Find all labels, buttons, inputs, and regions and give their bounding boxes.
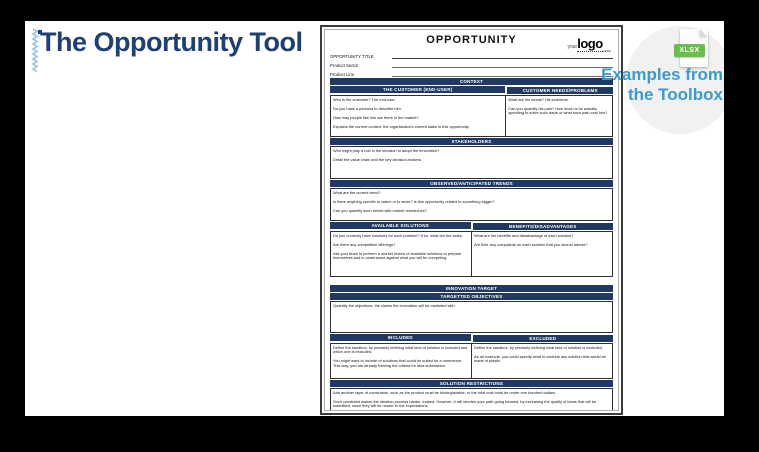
logo-placeholder: [567, 35, 611, 53]
question-text: Is there anything specific to watch or to seize? Is this opportunity related to something bigger?: [333, 198, 495, 204]
presentation-slide: [25, 21, 724, 416]
question-text: Do you currently have solutions for such problem? If so, what are the sales.: [333, 232, 463, 238]
question-text: Such constraint makes the ideation process harder, indeed. However, it will shorten your path going forward, by increasing the quality of ideas that will be submitted, since they will be nearer to the expectations.: [333, 398, 597, 409]
field-label: Product Sector: [330, 63, 359, 68]
question-text: How may people like him are there in the market?: [333, 114, 419, 120]
question-text: Detail the value chain and the key decision-makers.: [333, 156, 422, 162]
column-header-excluded: EXCLUDED: [473, 335, 614, 342]
field-product-line: [330, 68, 613, 77]
sandbox-content: [330, 343, 613, 379]
callout-line-2: the Toolbox: [627, 85, 723, 105]
question-text: Add another layer of constraints, such as the product must be biodegradable, or the total cost must be under one hundred dollars.: [333, 389, 556, 395]
included-cell: [331, 344, 471, 378]
section-header-context: CONTEXT: [330, 78, 613, 85]
section-header-innovation-target: INNOVATION TARGET: [330, 285, 613, 292]
stakeholders-content: [330, 146, 613, 179]
form-fields: [330, 50, 613, 77]
page-title: The Opportunity Tool: [40, 27, 303, 57]
question-text: Quantify the objectives, the claims the innovation will be marketed with.: [333, 302, 456, 308]
field-input-line: [392, 52, 613, 59]
form-title: OPPORTUNITY: [426, 34, 517, 46]
solutions-content: [330, 231, 613, 277]
benefits-cell: [471, 232, 612, 276]
opportunity-template-inner: [324, 29, 619, 411]
logo-suffix: HERE: [602, 49, 611, 53]
section-header-targetted-objectives: TARGETTED OBJECTIVES: [330, 293, 613, 300]
column-header-customer: THE CUSTOMER (END-USER): [330, 86, 505, 93]
column-header-solutions: AVAILABLE SOLUTIONS: [330, 222, 471, 229]
field-input-line: [392, 70, 613, 77]
column-header-benefits: BENEFITS/DISADVANTAGES: [473, 223, 614, 230]
field-input-line: [392, 61, 613, 68]
context-content: [330, 95, 613, 137]
question-text: Define the sandbox, by precisely defining what kind of solution is excluded.: [474, 344, 603, 350]
field-label: OPPORTUNITY TITLE: [330, 54, 374, 59]
logo-prefix: your: [567, 44, 578, 50]
question-text: Define the sandbox, by precisely defining what kind of solution is included and which one is excluded.: [333, 344, 468, 355]
question-text: What are his needs? His problems.: [508, 96, 569, 102]
xlsx-badge: XLSX: [674, 44, 705, 57]
question-text: Ask your team to perform a market review of available solutions to prepare themselves and to understand against what you will be competing.: [333, 250, 462, 261]
question-text: As an example, you could specify what to exclude any solution that would be made of plastic.: [474, 353, 606, 364]
field-product-sector: [330, 59, 613, 68]
question-text: Who is the customer? The end-user.: [333, 96, 396, 102]
question-text: Are there any competitive offerings?: [333, 241, 396, 247]
objectives-content: [330, 301, 613, 333]
context-column-headers: [330, 86, 613, 94]
question-text: Who might play a role in the decision to adopt the innovation?: [333, 147, 440, 153]
opportunity-template-image: [320, 25, 623, 415]
section-header-stakeholders: STAKEHOLDERS: [330, 138, 613, 145]
question-text: Are their any complaints on each solution that you should adress?: [474, 241, 588, 247]
logo-main: logo: [577, 36, 603, 51]
customer-cell: [331, 96, 505, 136]
question-text: What are the benefits and disadvantage of each solution?: [474, 232, 574, 238]
solutions-column-headers: [330, 222, 613, 230]
field-label: Product Line: [330, 72, 355, 77]
callout-line-1: Examples from: [601, 65, 723, 84]
column-header-needs: CUSTOMER NEEDS/PROBLEMS: [507, 87, 613, 94]
callout-text: [588, 65, 723, 105]
section-header-restrictions: SOLUTION RESTRICTIONS: [330, 380, 613, 387]
question-text: Do you have a persona to describe him.: [333, 105, 402, 111]
question-text: Can you quantify such trends with market researches?: [333, 207, 427, 213]
folded-corner-icon: [700, 29, 708, 37]
solutions-cell: [331, 232, 471, 276]
question-text: You might want to include of solutions that could be suited for e-commerce. This way, you are already framing the criteria for idea submission.: [333, 358, 463, 368]
question-text: Explains the current context, the organization's current stake in this opportunity.: [333, 123, 470, 129]
question-text: Can you quantify his pain? How much is he actually spending to solve such issue or what such pain cost him?: [508, 105, 608, 116]
trends-content: [330, 188, 613, 221]
excluded-cell: [471, 344, 612, 378]
section-header-trends: OBSERVED/ANTICIPATED TRENDS: [330, 180, 613, 187]
restrictions-content: [330, 388, 613, 411]
question-text: What are the current trend?: [333, 189, 381, 195]
squiggle-decoration-icon: [30, 28, 40, 74]
sandbox-column-headers: [330, 334, 613, 342]
column-header-included: INCLUDED: [330, 334, 471, 341]
